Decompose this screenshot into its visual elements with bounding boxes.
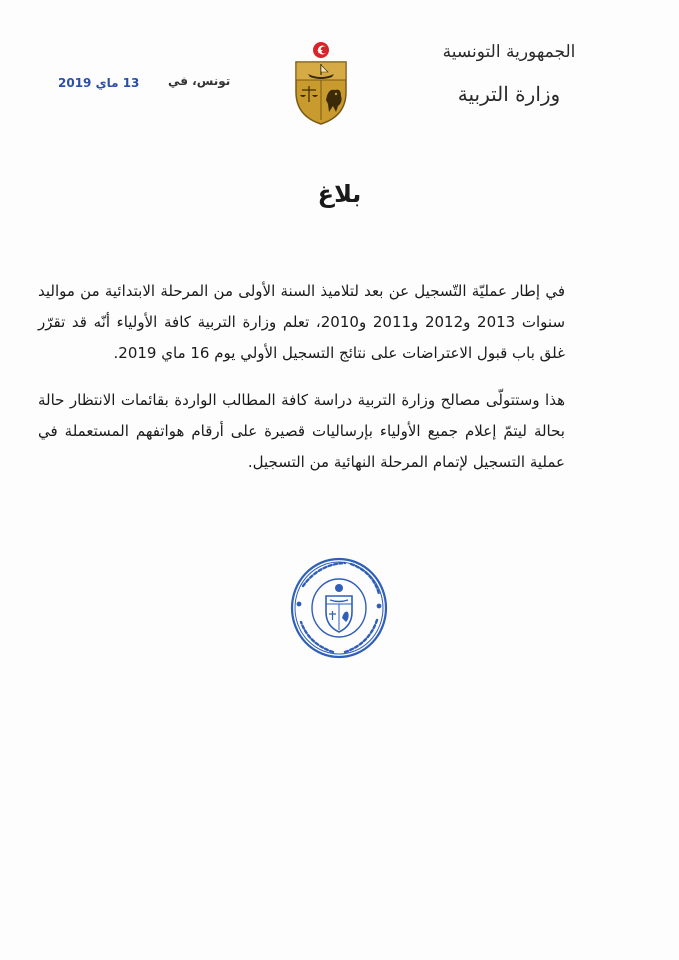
official-stamp-icon (289, 556, 389, 660)
issue-date: 13 ماي 2019 (58, 76, 140, 90)
issue-place-label: تونس، في (168, 74, 231, 88)
tunisia-coat-of-arms-icon (290, 40, 352, 126)
announcement-title: بلاغ (317, 180, 362, 208)
body-paragraph-2: هذا وستتولّى مصالح وزارة التربية دراسة كافة المطالب الواردة بقائمات الانتظار حالة بحالة ليتمّ إعلام جميع الأولياء بإرساليات قصيرة على أرقام هواتفهم المستعملة في عملية التسجيل لإتمام المرحلة النهائية من التسجيل. (38, 391, 565, 471)
issuer-header (439, 42, 579, 106)
republic-name: الجمهورية التونسية (442, 42, 576, 62)
ministry-name: وزارة التربية (457, 82, 561, 106)
body-paragraph-1: في إطار عمليّة التّسجيل عن بعد لتلاميذ السنة الأولى من المرحلة الابتدائية من مواليد سنوات 2013 و2012 و2011 و2010، تعلم وزارة التربية كافة الأولياء أنّه قد تقرّر غلق باب قبول الاعتراضات على نتائج التسجيل الأولي يوم 16 ماي 2019. (38, 282, 566, 362)
